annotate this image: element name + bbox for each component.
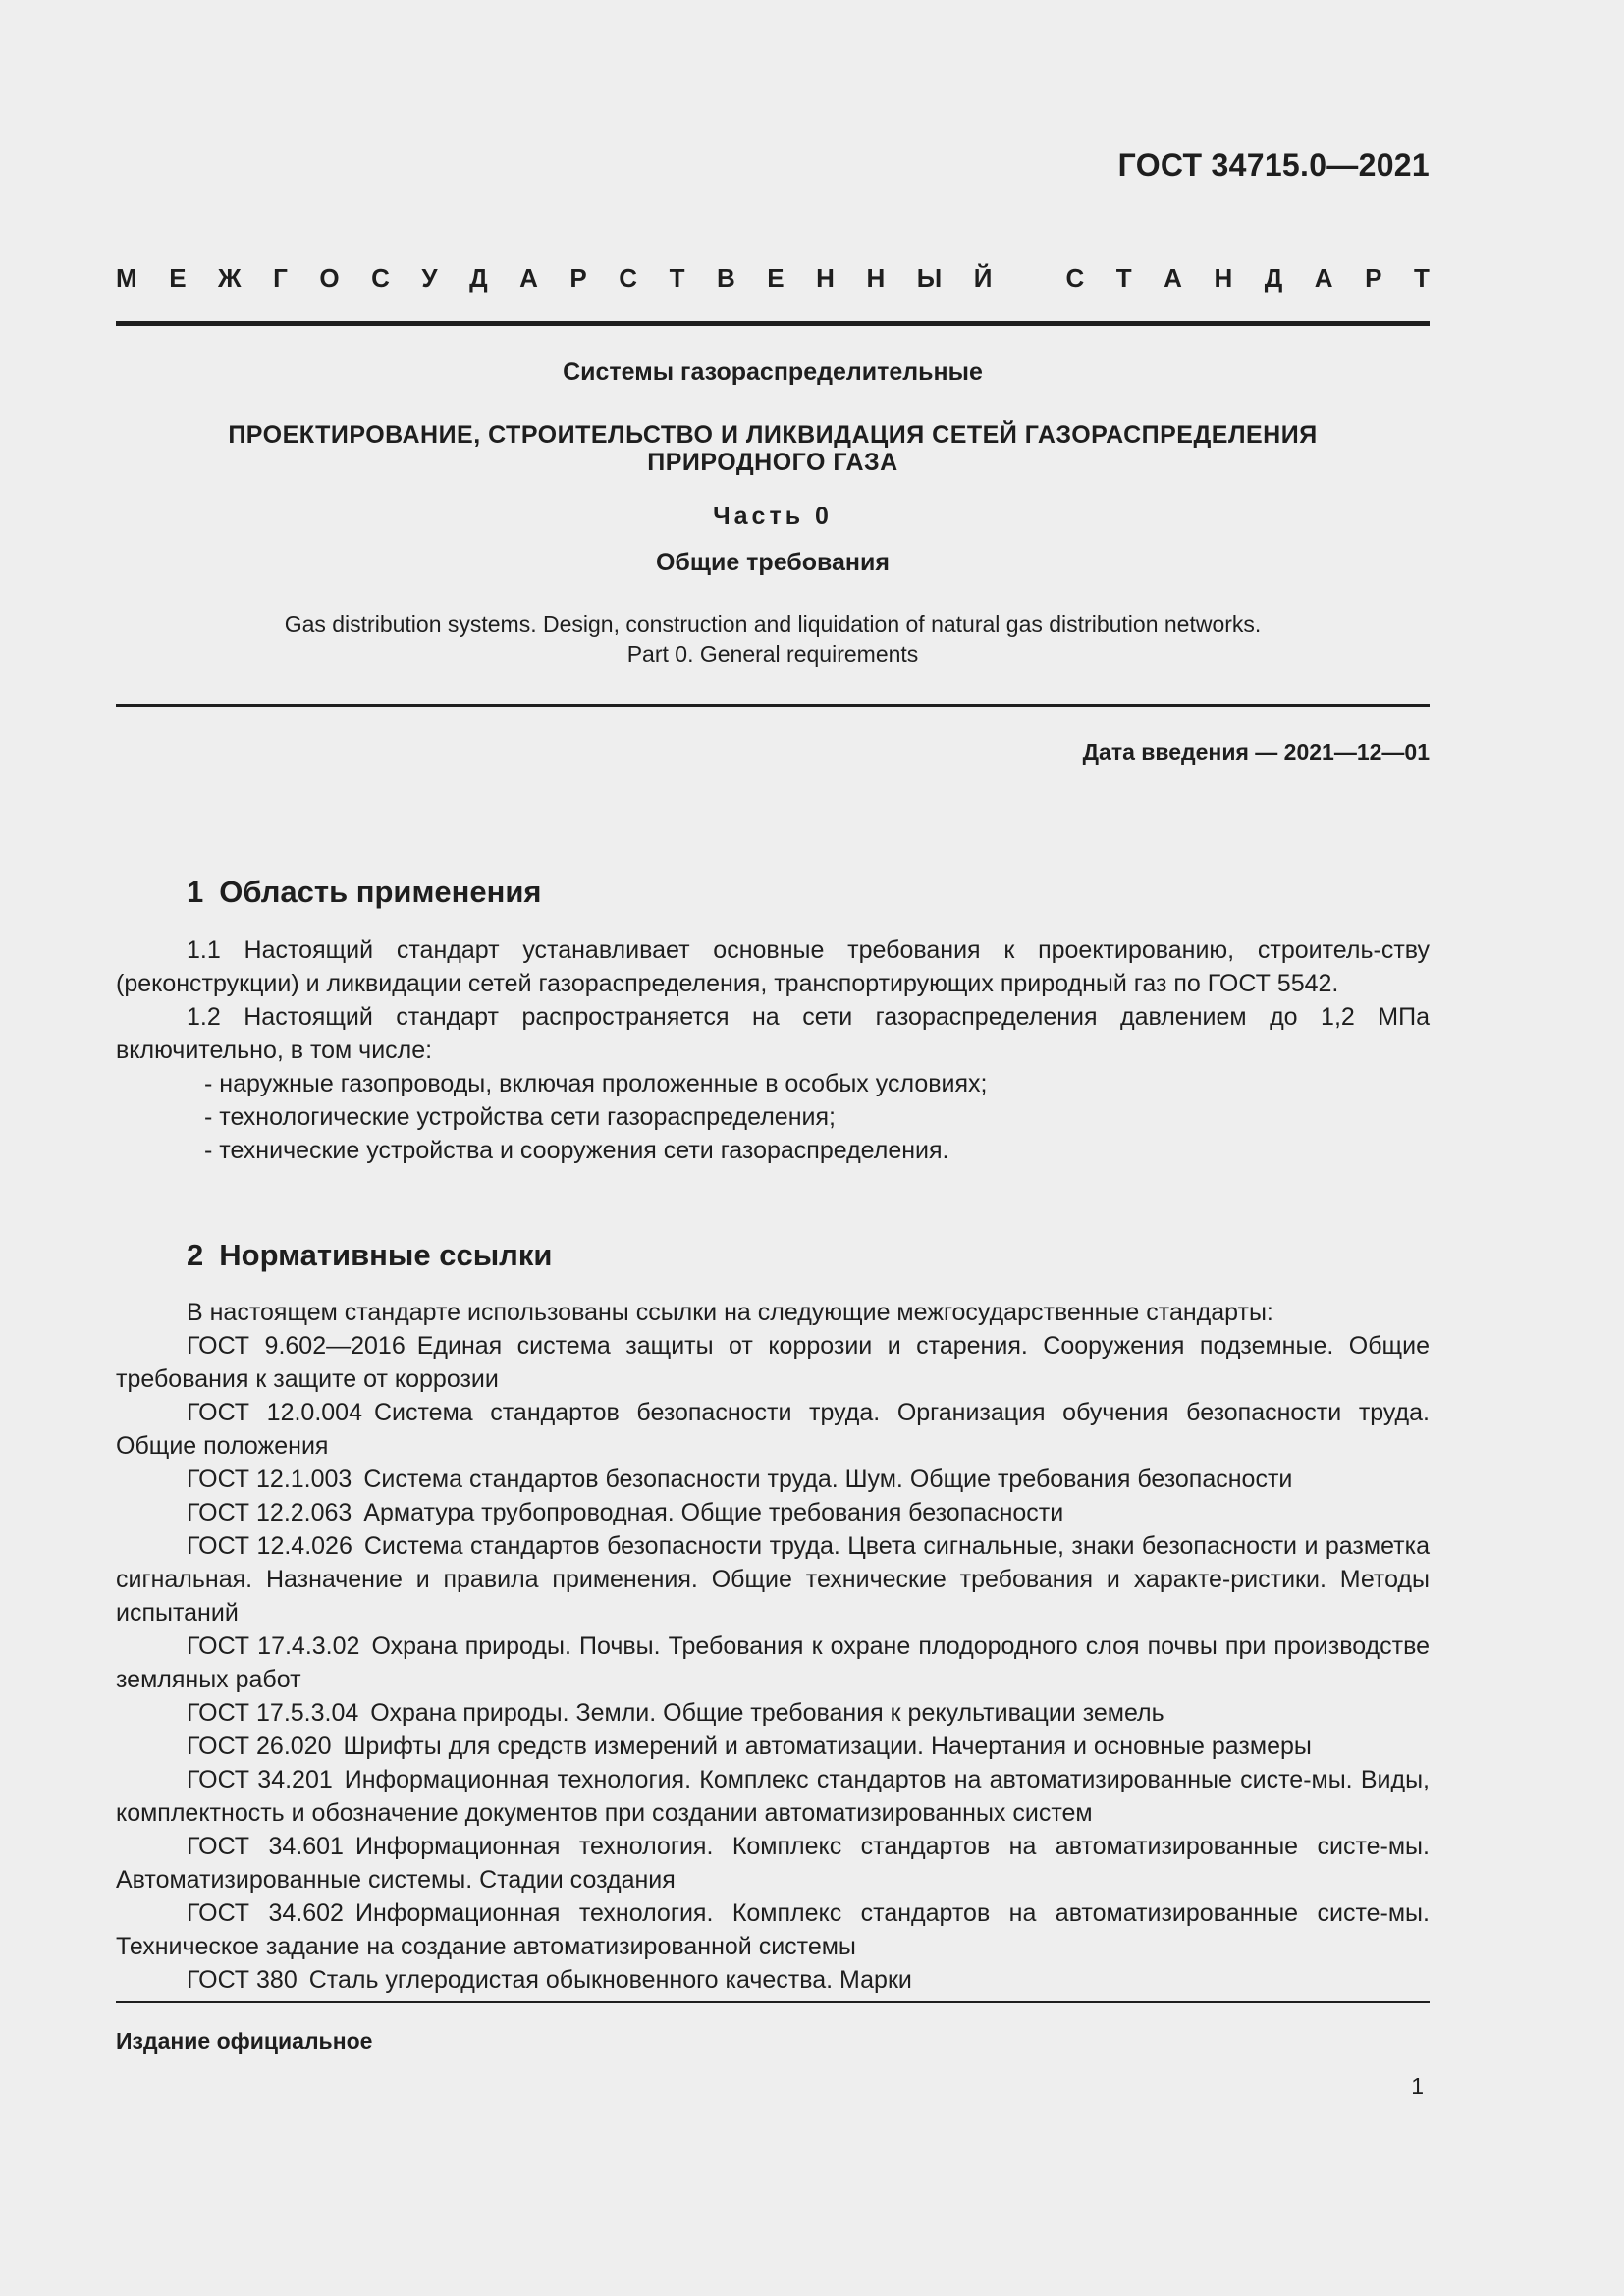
reference-title: Информационная технология. Комплекс стандартов на автоматизированные систе-мы. Автоматизированные системы. Стадии создания — [116, 1833, 1430, 1894]
standard-kind-letter: А — [1314, 263, 1333, 293]
reference-code: ГОСТ 12.2.063 — [187, 1499, 352, 1526]
standard-kind-letter: Р — [1365, 263, 1382, 293]
standard-kind-letter: Т — [669, 263, 685, 293]
main-title — [116, 422, 1430, 476]
list-item: - технические устройства и сооружения сети газораспределения. — [204, 1137, 949, 1164]
section-title: Область применения — [219, 875, 542, 909]
section-title: Нормативные ссылки — [219, 1238, 553, 1272]
official-edition-label: Издание официальное — [116, 2028, 373, 2054]
reference-code: ГОСТ 26.020 — [187, 1733, 332, 1760]
reference-item — [116, 1529, 1430, 1629]
standard-kind-letter: Й — [973, 263, 993, 293]
standard-kind-letter — [1024, 263, 1034, 294]
standard-kind-letter: Ы — [916, 263, 943, 293]
standard-kind-letter: С — [1065, 263, 1085, 293]
reference-title: Система стандартов безопасности труда. Цвета сигнальные, знаки безопасности и разметка сигнальная. Назначение и правила применения. Общие технические требования и характе-ристики. Методы испытаний — [116, 1532, 1430, 1627]
section-2-heading — [187, 1238, 552, 1273]
standard-kind-letter: Е — [767, 263, 785, 293]
list-item: - технологические устройства сети газораспределения; — [204, 1103, 836, 1131]
standard-kind-letter: Д — [469, 263, 488, 293]
reference-title: Шрифты для средств измерений и автоматизации. Начертания и основные размеры — [343, 1733, 1312, 1760]
reference-item — [116, 1730, 1430, 1763]
reference-code: ГОСТ 34.201 — [187, 1766, 333, 1793]
standard-kind-letter: Р — [569, 263, 587, 293]
reference-title: Сталь углеродистая обыкновенного качества. Марки — [308, 1966, 912, 1994]
main-title-line-1: ПРОЕКТИРОВАНИЕ, СТРОИТЕЛЬСТВО И ЛИКВИДАЦИЯ СЕТЕЙ ГАЗОРАСПРЕДЕЛЕНИЯ — [228, 421, 1318, 449]
standard-kind-letter: Г — [273, 263, 288, 293]
reference-list — [116, 1329, 1430, 1997]
standard-kind-letter: Д — [1264, 263, 1283, 293]
part-label: Часть 0 — [713, 503, 833, 530]
paragraph-1-2: 1.2 Настоящий стандарт распространяется на сети газораспределения давлением до 1,2 МПа включительно, в том числе: — [116, 1003, 1430, 1064]
reference-code: ГОСТ 12.0.004 — [187, 1399, 362, 1426]
references-intro: В настоящем стандарте использованы ссылки на следующие межгосударственные стандарты: — [187, 1299, 1273, 1326]
document-page — [116, 0, 1430, 2296]
reference-title: Охрана природы. Земли. Общие требования к рекультивации земель — [370, 1699, 1164, 1727]
reference-code: ГОСТ 17.4.3.02 — [187, 1632, 360, 1660]
english-title-line-2: Part 0. General requirements — [626, 641, 919, 667]
english-title-line-1: Gas distribution systems. Design, construction and liquidation of natural gas distribution networks. — [284, 612, 1262, 637]
section-2-body — [116, 1296, 1430, 1997]
standard-kind-letter: В — [716, 263, 735, 293]
standard-kind-heading — [116, 263, 1430, 294]
section-1-heading — [187, 875, 542, 910]
standard-kind-letter: С — [371, 263, 390, 293]
reference-title: Единая система защиты от коррозии и старения. Сооружения подземные. Общие требования к защите от коррозии — [116, 1332, 1430, 1393]
english-title — [116, 610, 1430, 668]
reference-code: ГОСТ 12.1.003 — [187, 1466, 352, 1493]
standard-kind-letter: Ж — [218, 263, 242, 293]
standard-kind-letter: С — [619, 263, 638, 293]
reference-item — [116, 1763, 1430, 1830]
reference-item — [116, 1463, 1430, 1496]
top-rule — [116, 321, 1430, 326]
reference-code: ГОСТ 380 — [187, 1966, 298, 1994]
reference-code: ГОСТ 12.4.026 — [187, 1532, 352, 1560]
standard-kind-letter: Т — [1115, 263, 1132, 293]
reference-item — [116, 1963, 1430, 1997]
standard-kind-letter: Т — [1413, 263, 1430, 293]
standard-group-title: Системы газораспределительные — [563, 358, 983, 386]
standard-kind-letter: У — [421, 263, 438, 293]
list-item: - наружные газопроводы, включая проложенные в особых условиях; — [204, 1070, 988, 1097]
standard-kind-letter: Е — [169, 263, 187, 293]
introduction-date: Дата введения — 2021—12—01 — [1082, 739, 1430, 765]
reference-code: ГОСТ 17.5.3.04 — [187, 1699, 359, 1727]
reference-title: Охрана природы. Почвы. Требования к охране плодородного слоя почвы при производстве земляных работ — [116, 1632, 1430, 1693]
reference-code: ГОСТ 34.601 — [187, 1833, 344, 1860]
standard-kind-letter: А — [1164, 263, 1182, 293]
section-number: 1 — [187, 875, 204, 909]
reference-item — [116, 1329, 1430, 1396]
title-bottom-rule — [116, 704, 1430, 707]
paragraph-1-1: 1.1 Настоящий стандарт устанавливает основные требования к проектированию, строитель-ству (реконструкции) и ликвидации сетей газораспределения, транспортирующих природный газ по ГОСТ 5542. — [116, 936, 1430, 997]
footer-rule — [116, 2001, 1430, 2003]
reference-item — [116, 1396, 1430, 1463]
standard-kind-letter: О — [319, 263, 340, 293]
page-number: 1 — [1411, 2073, 1424, 2099]
section-number: 2 — [187, 1238, 204, 1272]
reference-title: Информационная технология. Комплекс стандартов на автоматизированные систе-мы. Техническое задание на создание автоматизированной системы — [116, 1899, 1430, 1960]
reference-item — [116, 1696, 1430, 1730]
standard-kind-letter: Н — [816, 263, 835, 293]
reference-item — [116, 1830, 1430, 1896]
reference-title: Система стандартов безопасности труда. Организация обучения безопасности труда. Общие положения — [116, 1399, 1430, 1460]
reference-item — [116, 1496, 1430, 1529]
section-1-body — [116, 934, 1430, 1167]
reference-title: Арматура трубопроводная. Общие требования безопасности — [363, 1499, 1064, 1526]
reference-code: ГОСТ 34.602 — [187, 1899, 344, 1927]
main-title-line-2: ПРИРОДНОГО ГАЗА — [647, 448, 898, 476]
reference-item — [116, 1896, 1430, 1963]
reference-title: Система стандартов безопасности труда. Шум. Общие требования безопасности — [363, 1466, 1293, 1493]
reference-code: ГОСТ 9.602—2016 — [187, 1332, 406, 1360]
standard-kind-letter: М — [116, 263, 137, 293]
document-code: ГОСТ 34715.0—2021 — [1117, 147, 1430, 183]
standard-kind-letter: А — [519, 263, 538, 293]
standard-kind-letter: Н — [866, 263, 886, 293]
part-name: Общие требования — [655, 549, 890, 576]
standard-kind-letter: Н — [1214, 263, 1233, 293]
reference-item — [116, 1629, 1430, 1696]
reference-title: Информационная технология. Комплекс стандартов на автоматизированные систе-мы. Виды, комплектность и обозначение документов при создании автоматизированных систем — [116, 1766, 1430, 1827]
